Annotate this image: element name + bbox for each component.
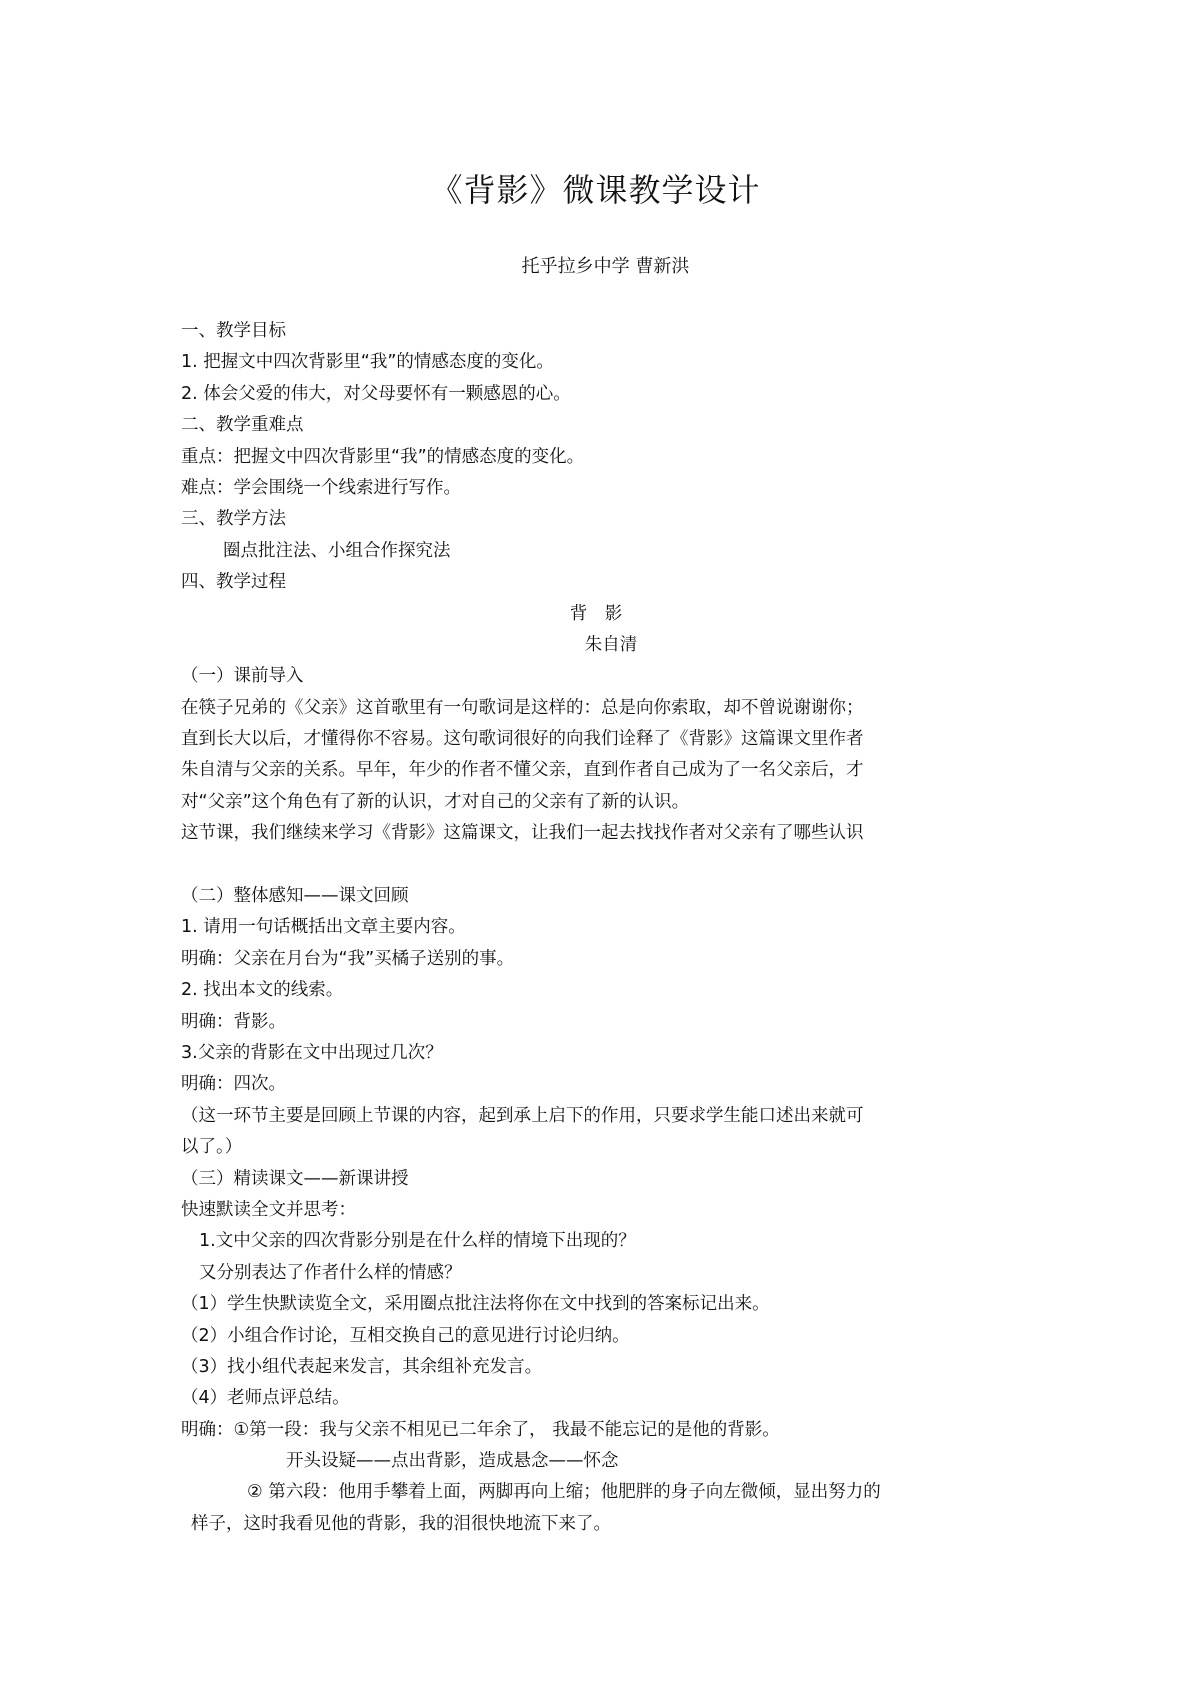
part1-heading: （一）课前导入: [181, 666, 304, 687]
part1-paragraph-2: 这节课，我们继续来学习《背影》这篇课文，让我们一起去找找作者对父亲有了哪些认识: [181, 823, 864, 844]
part1-paragraph-line: 朱自清与父亲的关系。早年，年少的作者不懂父亲，直到作者自己成为了一名父亲后，才: [181, 760, 864, 781]
part2-answer: 明确：四次。: [181, 1074, 286, 1095]
section-heading-key-points: 二、教学重难点: [181, 415, 304, 436]
part3-heading: （三）精读课文——新课讲授: [181, 1168, 409, 1189]
difficult-point: 难点：学会围绕一个线索进行写作。: [181, 477, 461, 498]
objective-item: 1. 把握文中四次背影里“我”的情感态度的变化。: [181, 352, 554, 373]
part2-answer: 明确：父亲在月台为“我”买橘子送别的事。: [181, 948, 515, 969]
part1-paragraph-line: 直到长大以后，才懂得你不容易。这句歌词很好的向我们诠释了《背影》这篇课文里作者: [181, 729, 864, 750]
part2-question: 1. 请用一句话概括出文章主要内容。: [181, 917, 466, 938]
part2-note-line: 以了。）: [181, 1137, 243, 1158]
document-title: 《背影》微课教学设计: [430, 171, 761, 209]
part2-heading: （二）整体感知——课文回顾: [181, 886, 409, 907]
part3-step: （2）小组合作讨论，互相交换自己的意见进行讨论归纳。: [181, 1325, 630, 1346]
part3-step: （4）老师点评总结。: [181, 1388, 350, 1409]
section-heading-objectives: 一、教学目标: [181, 321, 286, 341]
part3-answer-2-line: ② 第六段：他用手攀着上面，两脚再向上缩；他肥胖的身子向左微倾，显出努力的: [247, 1482, 881, 1503]
section-heading-process: 四、教学过程: [181, 572, 286, 593]
part3-step: （3）找小组代表起来发言，其余组补充发言。: [181, 1356, 543, 1377]
part3-answer-1-note: 开头设疑——点出背影，造成悬念——怀念: [286, 1451, 619, 1472]
part1-paragraph-line: 在筷子兄弟的《父亲》这首歌里有一句歌词是这样的：总是向你索取，却不曾说谢谢你；: [181, 697, 864, 718]
part2-question: 2. 找出本文的线索。: [181, 980, 344, 1001]
part3-intro: 快速默读全文并思考：: [181, 1199, 356, 1220]
part3-question-line: 又分别表达了作者什么样的情感？: [199, 1262, 462, 1283]
key-point: 重点：把握文中四次背影里“我”的情感态度的变化。: [181, 446, 585, 467]
teaching-methods: 圈点批注法、小组合作探究法: [223, 540, 451, 561]
blank-line: [181, 850, 1011, 881]
part3-step: （1）学生快默读览全文，采用圈点批注法将你在文中找到的答案标记出来。: [181, 1294, 770, 1315]
objective-item: 2. 体会父爱的伟大，对父母要怀有一颗感恩的心。: [181, 383, 571, 404]
part1-paragraph-line: 对“父亲”这个角色有了新的认识，才对自己的父亲有了新的认识。: [181, 791, 690, 812]
document-author: 托乎拉乡中学 曹新洪: [521, 256, 690, 277]
part3-question-line: 1.文中父亲的四次背影分别是在什么样的情境下出现的？: [199, 1231, 636, 1252]
text-author: 朱自清: [584, 634, 638, 655]
section-heading-methods: 三、教学方法: [181, 509, 286, 530]
document-body: [181, 316, 1011, 1540]
part2-note-line: （这一环节主要是回顾上节课的内容，起到承上启下的作用，只要求学生能口述出来就可: [181, 1105, 864, 1126]
text-title: 背 影: [569, 603, 629, 624]
part3-answer-2-line: 样子，这时我看见他的背影，我的泪很快地流下来了。: [191, 1513, 611, 1534]
part3-answer-1: 明确：①第一段：我与父亲不相见已二年余了， 我最不能忘记的是他的背影。: [181, 1419, 780, 1440]
part2-answer: 明确：背影。: [181, 1011, 286, 1032]
part2-question: 3.父亲的背影在文中出现过几次？: [181, 1042, 443, 1063]
